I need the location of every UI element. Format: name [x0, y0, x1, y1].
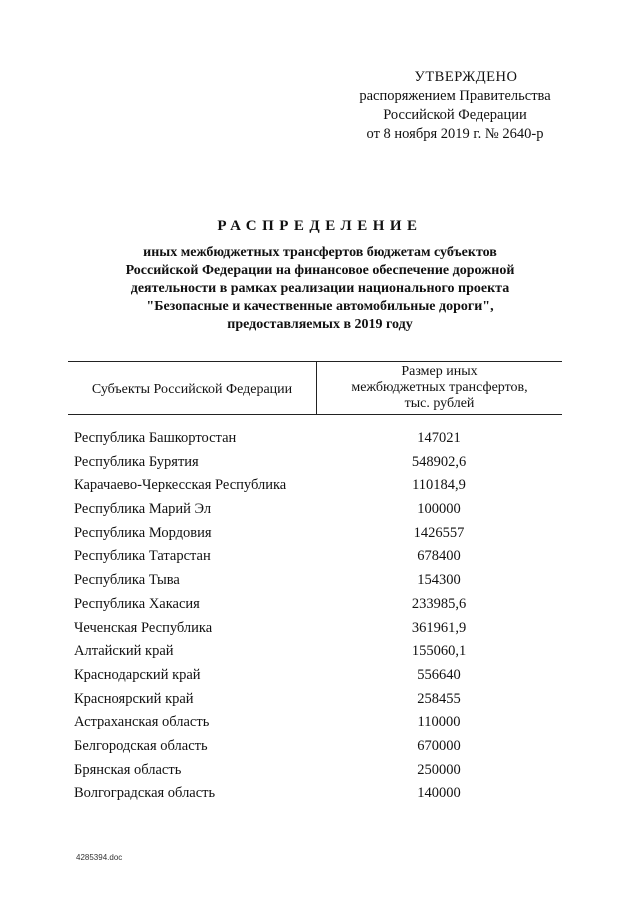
row-amount: 154300	[417, 572, 461, 589]
row-subject: Чеченская Республика	[74, 619, 213, 636]
row-subject: Республика Тыва	[74, 572, 180, 589]
subtitle-line: Российской Федерации на финансовое обеспечение дорожной	[125, 263, 515, 278]
approval-line-1: распоряжением Правительства	[359, 88, 551, 104]
row-subject: Республика Башкортостан	[74, 430, 237, 446]
header-amount-line: Размер иных	[401, 364, 478, 379]
row-subject: Республика Хакасия	[74, 595, 200, 612]
row-amount: 556640	[417, 666, 461, 683]
row-amount: 155060,1	[411, 643, 467, 660]
table-row	[74, 762, 554, 786]
table-body	[74, 430, 554, 809]
row-amount: 548902,6	[411, 453, 467, 470]
approval-line-2: Российской Федерации	[383, 107, 527, 123]
row-amount: 110000	[417, 714, 461, 731]
row-amount: 678400	[417, 548, 461, 565]
header-amount	[317, 364, 562, 412]
document-title: РАСПРЕДЕЛЕНИЕ	[217, 218, 423, 234]
row-subject: Волгоградская область	[74, 785, 216, 802]
row-subject: Астраханская область	[74, 714, 210, 731]
table-row	[74, 643, 554, 667]
table-row	[74, 525, 554, 549]
table-row	[74, 691, 554, 715]
row-amount: 258455	[417, 690, 461, 707]
header-amount-line: тыс. рублей	[404, 396, 475, 411]
document-file-code: 4285394.doc	[76, 853, 123, 862]
table-row	[74, 477, 554, 501]
table-row	[74, 620, 554, 644]
row-amount: 100000	[417, 501, 461, 518]
table-row	[74, 454, 554, 478]
row-amount: 670000	[417, 737, 461, 754]
table-row	[74, 501, 554, 525]
row-amount: 233985,6	[411, 595, 467, 612]
subtitle-line: деятельности в рамках реализации национального проекта	[130, 281, 510, 296]
table-row	[74, 572, 554, 596]
row-subject: Белгородская область	[74, 737, 208, 754]
row-subject: Республика Марий Эл	[74, 501, 212, 518]
header-amount-line: межбюджетных трансфертов,	[351, 380, 528, 395]
row-subject: Карачаево-Черкесская Республика	[74, 477, 287, 494]
table-row	[74, 714, 554, 738]
subtitle-line: "Безопасные и качественные автомобильные дороги",	[146, 299, 494, 314]
document-subtitle	[60, 244, 580, 334]
approval-title: УТВЕРЖДЕНО	[414, 69, 518, 85]
subtitle-line: иных межбюджетных трансфертов бюджетам субъектов	[143, 245, 497, 260]
approval-line-3: от 8 ноября 2019 г. № 2640-р	[366, 126, 544, 142]
table-row	[74, 738, 554, 762]
row-amount: 147021	[417, 430, 461, 446]
row-amount: 250000	[417, 761, 461, 778]
table-row	[74, 430, 554, 454]
header-subject: Субъекты Российской Федерации	[91, 382, 293, 397]
table-header	[68, 361, 562, 415]
approval-block	[330, 68, 580, 144]
table-row	[74, 548, 554, 572]
row-amount: 361961,9	[411, 619, 467, 636]
row-amount: 140000	[417, 785, 461, 802]
table-row	[74, 667, 554, 691]
table-row	[74, 596, 554, 620]
table-row	[74, 785, 554, 809]
row-subject: Красноярский край	[74, 690, 194, 707]
row-subject: Республика Татарстан	[74, 548, 211, 565]
row-subject: Брянская область	[74, 761, 182, 778]
subtitle-line: предоставляемых в 2019 году	[227, 317, 413, 332]
row-subject: Республика Бурятия	[74, 453, 199, 470]
row-amount: 110184,9	[412, 477, 466, 494]
row-subject: Республика Мордовия	[74, 524, 212, 541]
row-subject: Алтайский край	[74, 643, 174, 660]
row-amount: 1426557	[413, 524, 465, 541]
row-subject: Краснодарский край	[74, 666, 201, 683]
